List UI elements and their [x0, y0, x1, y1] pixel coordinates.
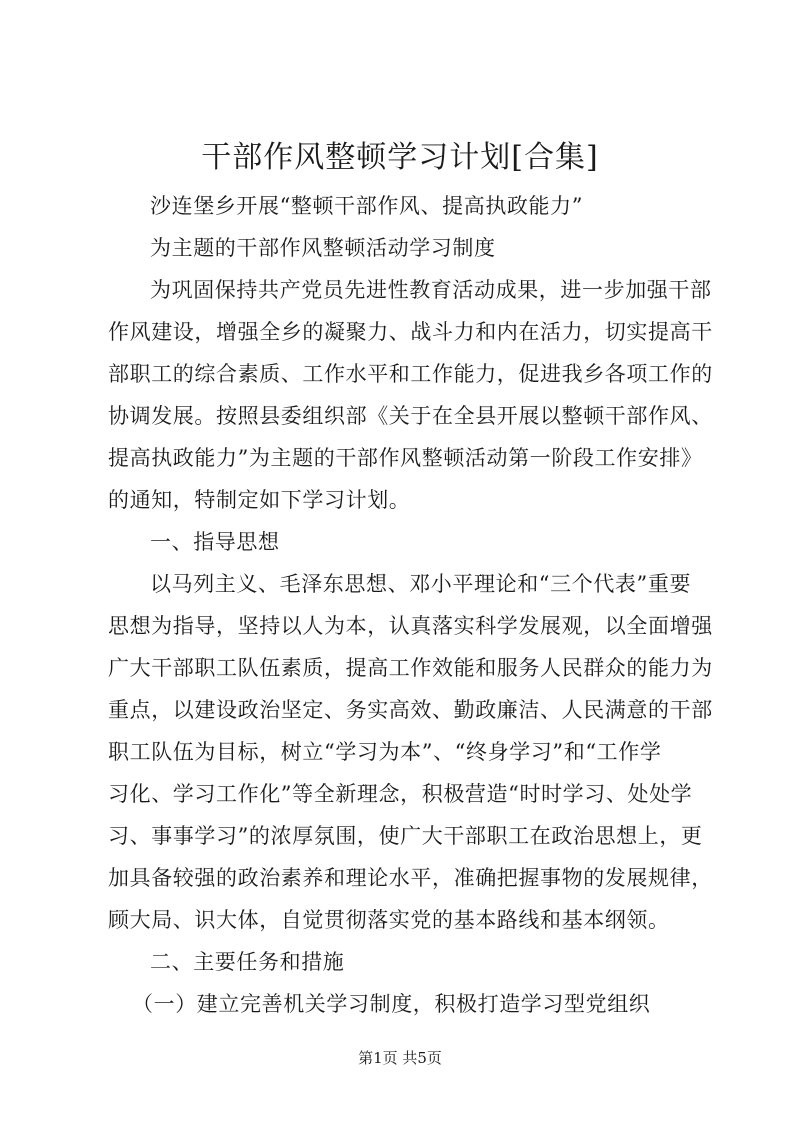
subsection-heading: （一）建立完善机关学习制度，积极打造学习型党组织 — [132, 992, 651, 1016]
paragraph-line: 习化、学习工作化”等全新理念，积极营造“时时学习、处处学 — [108, 782, 693, 806]
paragraph-line: 顾大局、识大体，自觉贯彻落实党的基本路线和基本纲领。 — [108, 908, 670, 932]
paragraph-line: 提高执政能力”为主题的干部作风整顿活动第一阶段工作安排》 — [108, 446, 703, 470]
section-heading: 一、指导思想 — [150, 530, 280, 554]
paragraph-line: 以马列主义、毛泽东思想、邓小平理论和“三个代表”重要 — [150, 572, 692, 596]
paragraph-line: 部职工的综合素质、工作水平和工作能力，促进我乡各项工作的 — [108, 362, 713, 386]
paragraph-line: 协调发展。按照县委组织部《关于在全县开展以整顿干部作风、 — [108, 404, 713, 428]
paragraph-line: 广大干部职工队伍素质，提高工作效能和服务人民群众的能力为 — [108, 656, 713, 680]
subtitle-line-2: 为主题的干部作风整顿活动学习制度 — [150, 236, 496, 260]
paragraph-line: 习、事事学习”的浓厚氛围，使广大干部职工在政治思想上，更 — [108, 824, 703, 848]
section-heading: 二、主要任务和措施 — [150, 950, 345, 974]
page-footer: 第1页 共5页 — [358, 1049, 442, 1067]
paragraph-line: 思想为指导，坚持以人为本，认真落实科学发展观，以全面增强 — [108, 614, 713, 638]
paragraph-line: 为巩固保持共产党员先进性教育活动成果，进一步加强干部 — [150, 278, 712, 302]
paragraph-line: 作风建设，增强全乡的凝聚力、战斗力和内在活力，切实提高干 — [108, 320, 713, 344]
paragraph-line: 加具备较强的政治素养和理论水平，准确把握事物的发展规律， — [108, 866, 713, 890]
document-title: 干部作风整顿学习计划[合集] — [201, 140, 599, 175]
paragraph-line: 重点，以建设政治坚定、务实高效、勤政廉洁、人民满意的干部 — [108, 698, 713, 722]
subtitle-line-1: 沙连堡乡开展“整顿干部作风、提高执政能力” — [150, 194, 584, 218]
paragraph-line: 职工队伍为目标，树立“学习为本”、“终身学习”和“工作学 — [108, 740, 662, 764]
paragraph-line: 的通知，特制定如下学习计划。 — [108, 488, 411, 512]
